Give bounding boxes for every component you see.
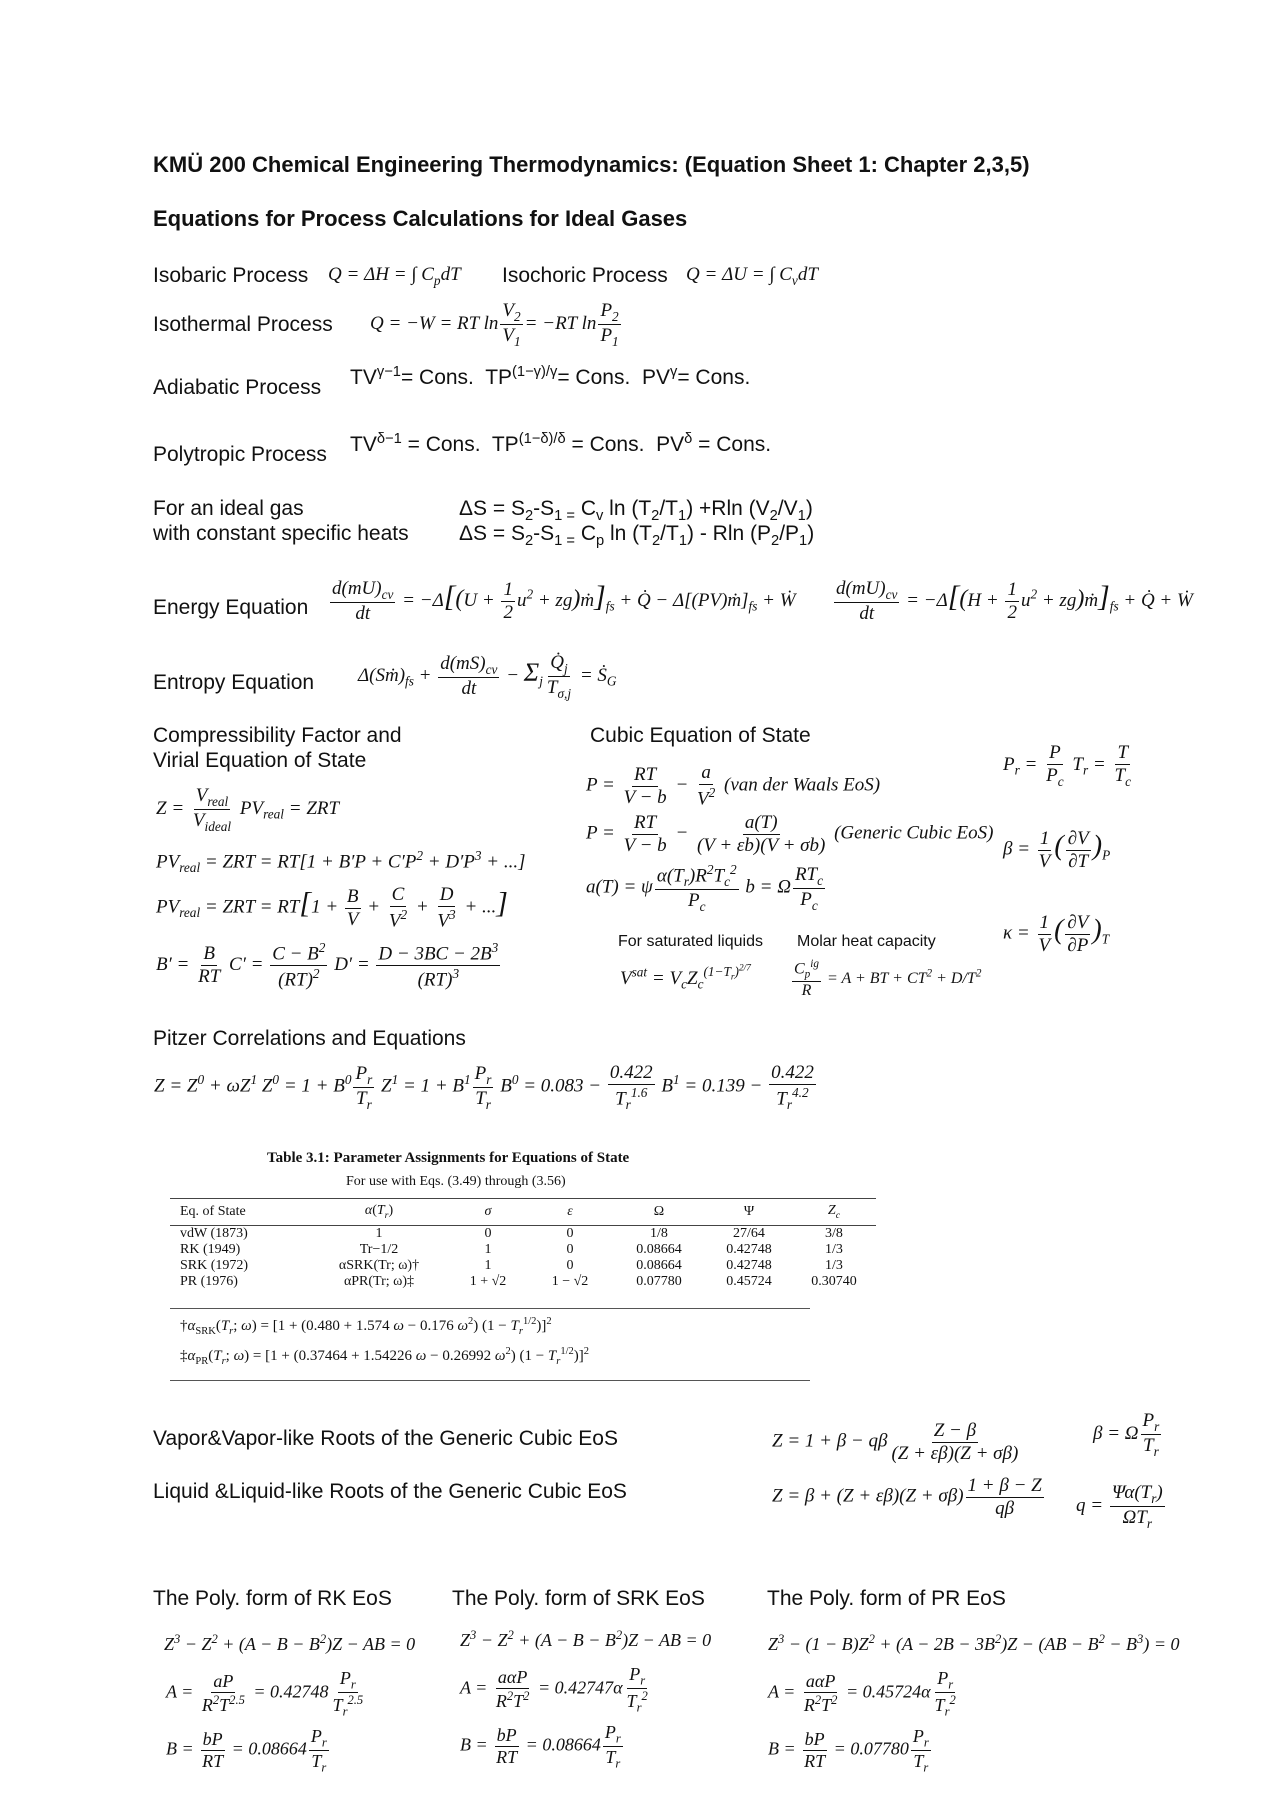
virial-pressure-expansion: $PV_{real}$ = ZRT = $RT[1 + B'P + C'P^2 + D'P^3$ + ...] <box>156 848 526 876</box>
polytropic-equations: $TV^{\delta-1}$ = Cons. $TP^{(1-\delta)/\delta}$ = Cons. $PV^\delta$ = Cons. <box>350 431 772 456</box>
entropy-change-cp: $\Delta S = S_2-S_{1 =}$ $C_p$ $\ln (T_2/T_1)$ - Rln $(P_2/P_1)$ <box>459 522 815 550</box>
liquid-root-equation: Z = β + (Z + εβ)(Z + σβ) $\frac{1 + \beta - Z}{q\beta}$ <box>772 1475 1042 1519</box>
virial-coefficient-relations: B′ = $\frac{B}{RT}$ C′ = $\frac{C - B^2}{(RT)^2}$ D′ = $\frac{D - 3BC - 2B^3}{(RT)^3}$ <box>156 940 499 991</box>
entropy-change-cv: $\Delta S = S_2-S_{1 =}$ $C_v$ $\ln (T_2/T_1) +Rln$ $(V_2/V_1)$ <box>459 497 813 525</box>
saturated-liquids-label: For saturated liquids <box>618 933 763 950</box>
isothermal-compressibility: κ = $\frac{1}{V}$ ( $\frac{\partial V}{\partial P}$ )$_T$ <box>1003 912 1110 956</box>
isochoric-label: Isochoric Process <box>502 264 668 287</box>
eos-parameter-table <box>170 1198 876 1290</box>
vdw-equation: P = $\frac{RT}{V - b}$ − $\frac{a}{V^2}$ (van der Waals EoS) <box>586 762 881 810</box>
table-header: ε <box>528 1199 612 1226</box>
pr-a-parameter: A = $\frac{\text{aαP}}{R^2T^2}$ = 0.45724α $\frac{P_r}{T_r^2}$ <box>768 1668 956 1719</box>
constant-specific-heats-label: with constant specific heats <box>153 522 409 545</box>
adiabatic-label: Adiabatic Process <box>153 376 322 399</box>
poly-pr-label: The Poly. form of PR EoS <box>767 1587 1006 1610</box>
cubic-eos-label: Cubic Equation of State <box>590 724 811 747</box>
liquid-roots-label: Liquid &Liquid-like Roots of the Generic Cubic EoS <box>153 1480 627 1503</box>
table-header: Eq. of State <box>170 1199 310 1226</box>
table-row: SRK (1972) αSRK(Tr; ω)† 1 0 0.08664 0.42748 1/3 <box>180 1257 843 1273</box>
reduced-properties: $P_r$ = $\frac{P}{P_c}$ $T_r$ = $\frac{T}{T_c}$ <box>1003 742 1131 789</box>
a-and-b-parameters: a(T) = ψ $\frac{\alpha(T_r)R^2T_c^2}{P_c}$ b = Ω $\frac{RT_c}{P_c}$ <box>586 862 824 915</box>
virial-label: Virial Equation of State <box>153 749 367 772</box>
vapor-root-equation: Z = 1 + β − qβ $\frac{Z - \beta}{(Z + \varepsilon\beta)(Z + \sigma\beta)}$ <box>772 1420 1019 1464</box>
isochoric-equation: Q = ΔU = ∫ $C_vdT$ <box>686 264 818 288</box>
table-divider <box>170 1308 810 1309</box>
entropy-equation: $\Delta(Sṁ)_{fs}$ + $\frac{d(mS)_{cv}}{dt}$ − $\Sigma_j$ $\frac{Q̇_j}{T_{\sigma,j}}$ = Ṡ$_G$ <box>358 652 617 701</box>
pitzer-equations: $Z = Z^0 + \omega Z^1$ $Z^0 = 1 + B^0$ $\frac{P_r}{T_r}$ $Z^1 = 1 + B^1$ $\frac{P_r}{T_r}$ $B^0 = 0.083$ − $\frac{0.422}{T_r^{1.6}}$ $B^1 = 0.139$ − $\frac{0.422}{T_r^{4.2}}$ <box>154 1062 814 1112</box>
adiabatic-equations: $TV^{\gamma-1}=$ Cons. $TP^{(1-\gamma)/\gamma}=$ Cons. $PV^\gamma=$ Cons. <box>350 364 751 389</box>
isobaric-equation: Q = ΔH = ∫ $C_pdT$ <box>328 264 461 288</box>
heat-capacity-equation: $\frac{C_p^{ig}}{R}$ = A + BT + $CT^2 + D/T^2$ <box>794 958 982 1000</box>
isobaric-label: Isobaric Process <box>153 264 309 287</box>
generic-cubic-equation: P = $\frac{RT}{V - b}$ − $\frac{a(T)}{(V + \varepsilon b)(V + \sigma b)}$ (Generic Cubic EoS) <box>586 812 994 856</box>
section-ideal-gases: Equations for Process Calculations for Ideal Gases <box>153 206 688 231</box>
z-definition: Z = $\frac{V_{real}}{V_{ideal}}$ $PV_{real}$ = ZRT <box>156 785 340 834</box>
molar-heat-label: Molar heat capacity <box>797 933 936 950</box>
q-definition: q = $\frac{\Psi\alpha(T_r)}{\Omega T_r}$ <box>1076 1482 1163 1531</box>
table-bottom-rule <box>170 1380 810 1381</box>
isothermal-label: Isothermal Process <box>153 313 333 336</box>
energy-equation-u: $\frac{d(mU)_{cv}}{dt}$ = −Δ[(U + $\frac{1}{2}$ $u^2$ + $zg)ṁ]_{fs}$ + Q̇ − $\Delta[(PV)ṁ]_{fs}$ + Ẇ <box>332 578 796 625</box>
table-subtitle: For use with Eqs. (3.49) through (3.56) <box>346 1174 566 1189</box>
rk-a-parameter: A = $\frac{aP}{R^2T^{2.5}}$ = 0.42748 $\frac{P_r}{T_r^{2.5}}$ <box>166 1668 364 1719</box>
ideal-gas-label: For an ideal gas <box>153 497 304 520</box>
isothermal-equation: Q = −W = RT ln $\frac{V_2}{V_1}$ = −RT ln $\frac{P_2}{P_1}$ <box>370 300 619 349</box>
table-header: $Z_c$ <box>792 1199 876 1226</box>
polytropic-label: Polytropic Process <box>153 443 327 466</box>
poly-rk-label: The Poly. form of RK EoS <box>153 1587 392 1610</box>
poly-srk-label: The Poly. form of SRK EoS <box>452 1587 705 1610</box>
srk-a-parameter: A = $\frac{\text{aαP}}{R^2T^2}$ = 0.42747α $\frac{P_r}{T_r^2}$ <box>460 1664 648 1715</box>
vapor-roots-label: Vapor&Vapor-like Roots of the Generic Cubic EoS <box>153 1427 618 1450</box>
pr-cubic-polynomial: $Z^3 - (1 - B)Z^2 + (A - 2B - 3B^2)Z - (AB - B^2 - B^3) = 0$ <box>768 1632 1180 1654</box>
entropy-label: Entropy Equation <box>153 671 315 694</box>
rk-b-parameter: B = $\frac{bP}{RT}$ = 0.08664 $\frac{P_r}{T_r}$ <box>166 1726 327 1775</box>
beta-definition: β = Ω $\frac{P_r}{T_r}$ <box>1093 1410 1160 1459</box>
table-title: Table 3.1: Parameter Assignments for Equations of State <box>267 1150 630 1166</box>
rk-cubic-polynomial: $Z^3 - Z^2 + (A - B - B^2)Z$ − AB = 0 <box>164 1632 416 1654</box>
srk-alpha-footnote: $\dagger\alpha_{SRK}(T_r$; ω) = [1 + (0.480 + 1.574 ω − 0.176 $\omega^2$) $(1 - T_r^{1/2})]^2$ <box>180 1316 552 1337</box>
table-header: σ <box>448 1199 528 1226</box>
energy-equation-h: $\frac{d(mU)_{cv}}{dt}$ = −Δ[(H + $\frac{1}{2}$ $u^2$ + $zg)ṁ]_{fs}$ + Q̇ + Ẇ <box>836 578 1193 625</box>
pitzer-label: Pitzer Correlations and Equations <box>153 1027 466 1050</box>
energy-label: Energy Equation <box>153 596 309 619</box>
virial-volume-expansion: $PV_{real}$ = ZRT = RT[1 + $\frac{B}{V}$ + $\frac{C}{V^2}$ + $\frac{D}{V^3}$ + ...] <box>156 884 508 932</box>
table-header: Ψ <box>706 1199 792 1226</box>
volume-expansivity: β = $\frac{1}{V}$ ( $\frac{\partial V}{\partial T}$ )$_P$ <box>1003 828 1111 872</box>
table-header: $\alpha(T_r)$ <box>310 1199 448 1226</box>
table-row: PR (1976) αPR(Tr; ω)‡ 1 + √2 1 − √2 0.07780 0.45724 0.30740 <box>180 1273 857 1289</box>
srk-b-parameter: B = $\frac{bP}{RT}$ = 0.08664 $\frac{P_r}{T_r}$ <box>460 1722 621 1771</box>
table-row: vdW (1873) 1 0 0 1/8 27/64 3/8 <box>180 1225 843 1241</box>
rackett-equation: $V^{sat} = V_cZ_c^{(1-T_r)^{2/7}}$ <box>620 964 751 992</box>
srk-cubic-polynomial: $Z^3 - Z^2 + (A - B - B^2)Z$ − AB = 0 <box>460 1628 712 1650</box>
pr-b-parameter: B = $\frac{bP}{RT}$ = 0.07780 $\frac{P_r}{T_r}$ <box>768 1726 929 1775</box>
pr-alpha-footnote: $\ddagger\alpha_{PR}(T_r$; ω) = [1 + (0.37464 + 1.54226 ω − 0.26992 $\omega^2$) $(1 - T_r^{1/2})]^2$ <box>180 1346 590 1367</box>
page-title: KMÜ 200 Chemical Engineering Thermodynamics: (Equation Sheet 1: Chapter 2,3,5) <box>153 152 1030 177</box>
table-row: RK (1949) Tr−1/2 1 0 0.08664 0.42748 1/3 <box>180 1241 843 1257</box>
compressibility-label: Compressibility Factor and <box>153 724 402 747</box>
table-header: Ω <box>612 1199 706 1226</box>
